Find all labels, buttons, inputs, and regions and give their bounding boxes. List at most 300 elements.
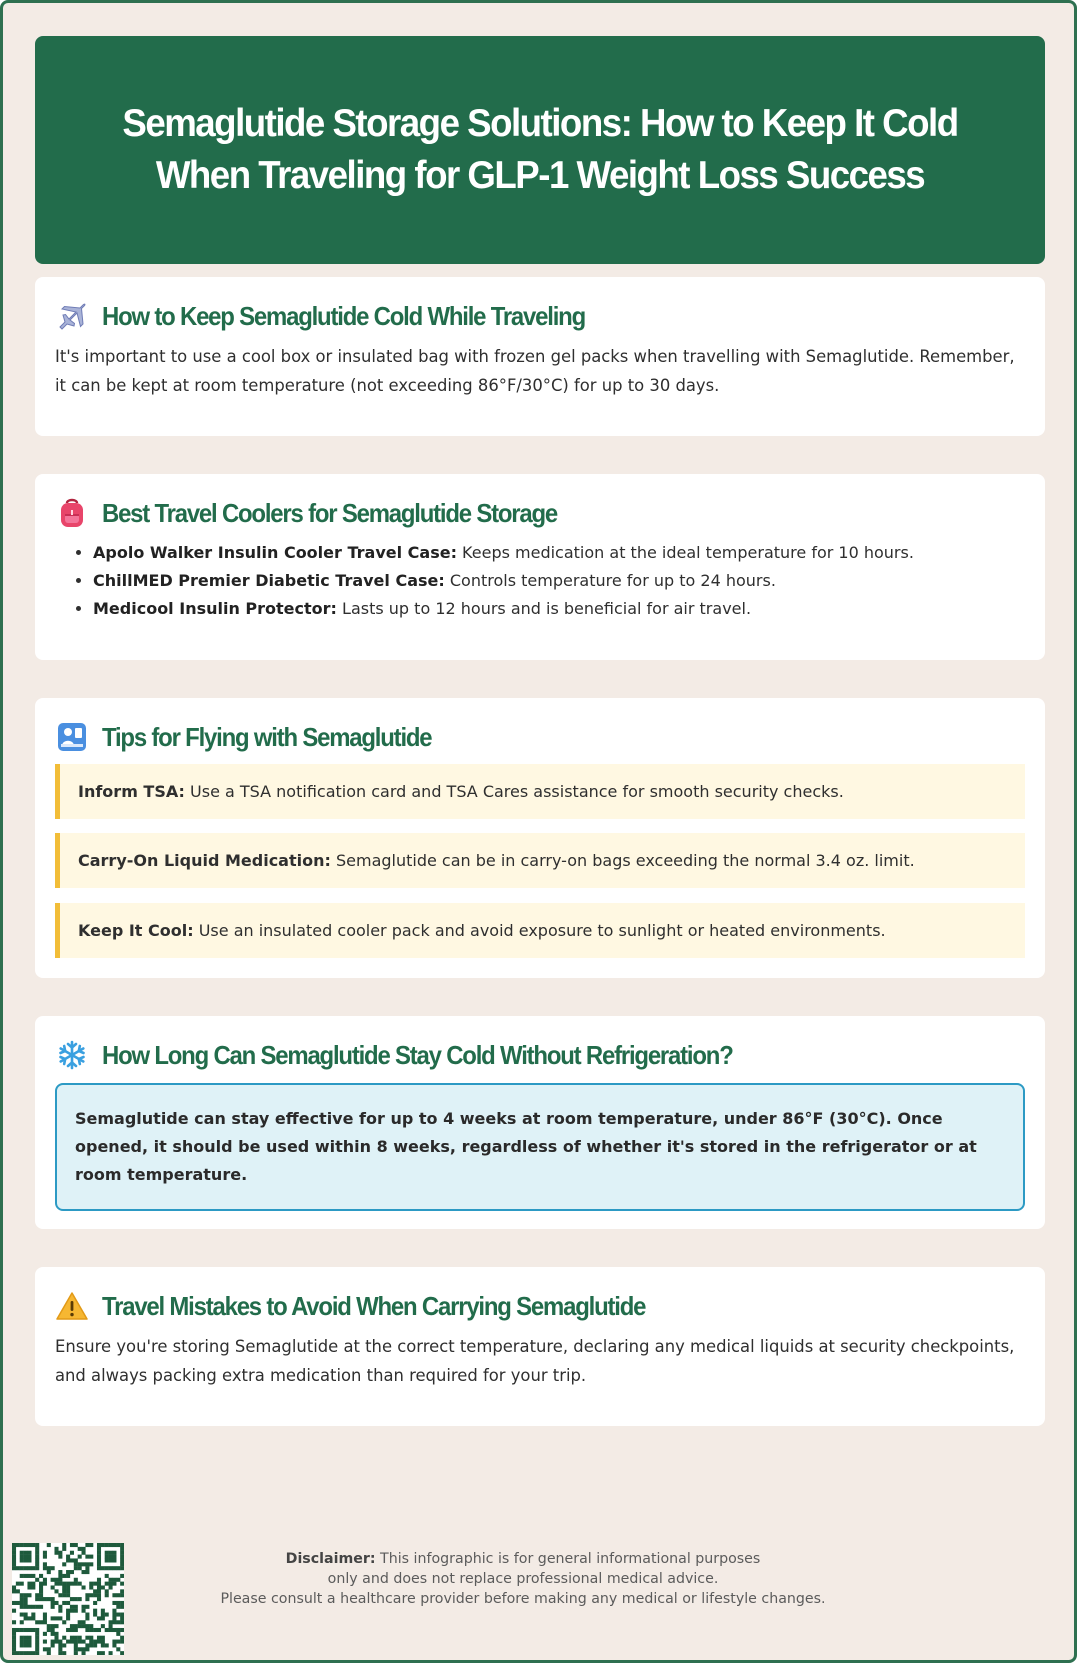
qr-module — [120, 1620, 124, 1624]
qr-module — [97, 1593, 101, 1597]
qr-module — [101, 1640, 105, 1644]
qr-module — [27, 1636, 31, 1640]
qr-module — [97, 1616, 101, 1620]
disclaimer-text: This infographic is for general informational purposes — [375, 1551, 761, 1567]
qr-module — [82, 1570, 86, 1574]
qr-module — [85, 1624, 89, 1628]
tip-text: Use an insulated cooler pack and avoid exposure to sunlight or heated environments. — [193, 921, 886, 940]
qr-module — [109, 1582, 113, 1586]
qr-module — [74, 1624, 78, 1628]
qr-module — [39, 1597, 43, 1601]
qr-module — [16, 1582, 20, 1586]
qr-module — [24, 1628, 28, 1632]
qr-code-icon — [12, 1543, 124, 1655]
qr-module — [66, 1616, 70, 1620]
qr-module — [27, 1605, 31, 1609]
qr-module — [20, 1543, 24, 1547]
qr-module — [93, 1628, 97, 1632]
qr-module — [97, 1578, 101, 1582]
section-heading — [55, 698, 1025, 756]
qr-module — [105, 1555, 109, 1559]
qr-module — [109, 1578, 113, 1582]
qr-module — [27, 1551, 31, 1555]
qr-module — [120, 1640, 124, 1644]
section-text: It's important to use a cool box or insulated bag with frozen gel packs when travelling with Semaglutide. Remember, it can be kept at room temperature (not exceeding 86°F/30°C) for up to 30 days. — [55, 347, 1015, 395]
qr-module — [78, 1562, 82, 1566]
qr-module — [31, 1543, 35, 1547]
qr-module — [112, 1616, 116, 1620]
qr-module — [78, 1597, 82, 1601]
qr-module — [116, 1593, 120, 1597]
qr-module — [82, 1605, 86, 1609]
qr-module — [120, 1613, 124, 1617]
cooler-list — [55, 539, 1025, 623]
qr-module — [12, 1636, 16, 1640]
qr-module — [54, 1578, 58, 1582]
qr-module — [101, 1566, 105, 1570]
qr-module — [12, 1558, 16, 1562]
qr-module — [43, 1566, 47, 1570]
qr-module — [101, 1651, 105, 1655]
qr-module — [62, 1636, 66, 1640]
title-banner — [35, 36, 1045, 264]
section-heading — [55, 474, 1025, 532]
qr-module — [12, 1562, 16, 1566]
qr-module — [35, 1620, 39, 1624]
qr-module — [51, 1585, 55, 1589]
qr-module — [97, 1582, 101, 1586]
qr-module — [35, 1543, 39, 1547]
qr-module — [97, 1640, 101, 1644]
qr-module — [109, 1551, 113, 1555]
section-title: Travel Mistakes to Avoid When Carrying Semaglutide — [102, 1290, 646, 1321]
qr-module — [74, 1609, 78, 1613]
qr-module — [70, 1582, 74, 1586]
qr-module — [116, 1647, 120, 1651]
qr-module — [74, 1643, 78, 1647]
section-heading — [55, 1016, 1025, 1074]
qr-module — [120, 1589, 124, 1593]
qr-module — [51, 1578, 55, 1582]
qr-module — [78, 1547, 82, 1551]
qr-module — [35, 1628, 39, 1632]
qr-module — [12, 1547, 16, 1551]
qr-module — [47, 1597, 51, 1601]
qr-module — [112, 1551, 116, 1555]
qr-module — [35, 1643, 39, 1647]
qr-module — [93, 1613, 97, 1617]
qr-module — [35, 1555, 39, 1559]
qr-module — [35, 1597, 39, 1601]
qr-module — [116, 1620, 120, 1624]
qr-module — [105, 1551, 109, 1555]
qr-module — [109, 1555, 113, 1559]
qr-module — [85, 1628, 89, 1632]
qr-module — [97, 1555, 101, 1559]
qr-module — [93, 1589, 97, 1593]
qr-module — [74, 1578, 78, 1582]
qr-module — [66, 1558, 70, 1562]
qr-module — [43, 1562, 47, 1566]
qr-module — [89, 1624, 93, 1628]
qr-module — [85, 1562, 89, 1566]
qr-module — [62, 1620, 66, 1624]
qr-module — [39, 1585, 43, 1589]
qr-module — [78, 1624, 82, 1628]
qr-module — [112, 1609, 116, 1613]
qr-module — [97, 1562, 101, 1566]
qr-module — [58, 1605, 62, 1609]
qr-module — [78, 1640, 82, 1644]
qr-module — [20, 1613, 24, 1617]
qr-module — [35, 1632, 39, 1636]
qr-module — [20, 1551, 24, 1555]
qr-module — [97, 1628, 101, 1632]
qr-module — [58, 1640, 62, 1644]
qr-module — [12, 1632, 16, 1636]
qr-module — [51, 1628, 55, 1632]
tip-label: Carry-On Liquid Medication: — [78, 851, 331, 870]
qr-module — [16, 1651, 20, 1655]
qr-module — [105, 1543, 109, 1547]
qr-module — [82, 1547, 86, 1551]
qr-module — [82, 1651, 86, 1655]
qr-module — [112, 1613, 116, 1617]
qr-module — [51, 1640, 55, 1644]
qr-module — [89, 1640, 93, 1644]
qr-module — [24, 1616, 28, 1620]
qr-module — [82, 1585, 86, 1589]
qr-module — [27, 1574, 31, 1578]
qr-module — [89, 1628, 93, 1632]
qr-module — [31, 1651, 35, 1655]
qr-module — [112, 1628, 116, 1632]
qr-module — [116, 1628, 120, 1632]
qr-module — [24, 1543, 28, 1547]
qr-module — [74, 1562, 78, 1566]
qr-module — [74, 1605, 78, 1609]
qr-module — [58, 1570, 62, 1574]
qr-module — [78, 1636, 82, 1640]
qr-module — [120, 1562, 124, 1566]
qr-module — [120, 1616, 124, 1620]
tip-text: Semaglutide can be in carry-on bags exceeding the normal 3.4 oz. limit. — [330, 851, 915, 870]
qr-module — [74, 1597, 78, 1601]
tip-card — [55, 833, 1025, 888]
qr-module — [89, 1543, 93, 1547]
qr-module — [58, 1551, 62, 1555]
qr-module — [74, 1640, 78, 1644]
qr-module — [51, 1624, 55, 1628]
qr-module — [51, 1566, 55, 1570]
disclaimer-label: Disclaimer: — [285, 1551, 376, 1567]
qr-module — [24, 1593, 28, 1597]
qr-module — [112, 1620, 116, 1624]
qr-module — [70, 1558, 74, 1562]
disclaimer-line: Please consult a healthcare provider before making any medical or lifestyle changes. — [220, 1591, 826, 1607]
qr-module — [51, 1632, 55, 1636]
qr-module — [16, 1601, 20, 1605]
qr-module — [85, 1636, 89, 1640]
qr-module — [27, 1616, 31, 1620]
qr-module — [70, 1597, 74, 1601]
snowflake-icon — [55, 1038, 89, 1072]
qr-module — [112, 1640, 116, 1644]
qr-module — [116, 1632, 120, 1636]
qr-module — [27, 1593, 31, 1597]
qr-module — [12, 1589, 16, 1593]
qr-module — [85, 1570, 89, 1574]
qr-module — [24, 1651, 28, 1655]
qr-module — [97, 1558, 101, 1562]
qr-module — [120, 1605, 124, 1609]
qr-module — [43, 1632, 47, 1636]
qr-module — [82, 1624, 86, 1628]
qr-module — [97, 1585, 101, 1589]
qr-module — [16, 1566, 20, 1570]
qr-module — [70, 1640, 74, 1644]
qr-module — [66, 1589, 70, 1593]
qr-module — [24, 1574, 28, 1578]
qr-module — [74, 1582, 78, 1586]
section-mistakes — [35, 1267, 1045, 1426]
qr-module — [93, 1640, 97, 1644]
qr-module — [47, 1566, 51, 1570]
qr-module — [66, 1593, 70, 1597]
qr-module — [43, 1640, 47, 1644]
qr-module — [27, 1543, 31, 1547]
qr-module — [120, 1636, 124, 1640]
qr-module — [74, 1558, 78, 1562]
qr-module — [70, 1570, 74, 1574]
qr-module — [85, 1613, 89, 1617]
qr-module — [31, 1574, 35, 1578]
qr-module — [78, 1620, 82, 1624]
section-flying-tips — [35, 698, 1045, 978]
qr-module — [35, 1651, 39, 1655]
qr-module — [116, 1601, 120, 1605]
qr-module — [43, 1616, 47, 1620]
item-desc: Controls temperature for up to 24 hours. — [444, 571, 776, 590]
qr-module — [24, 1555, 28, 1559]
info-callout — [55, 1083, 1025, 1211]
qr-module — [31, 1605, 35, 1609]
qr-module — [66, 1585, 70, 1589]
qr-module — [93, 1593, 97, 1597]
qr-module — [66, 1640, 70, 1644]
qr-module — [101, 1613, 105, 1617]
qr-module — [54, 1551, 58, 1555]
qr-module — [58, 1643, 62, 1647]
item-name: Medicool Insulin Protector: — [93, 599, 337, 618]
qr-module — [112, 1643, 116, 1647]
qr-module — [24, 1558, 28, 1562]
qr-module — [27, 1582, 31, 1586]
qr-module — [112, 1543, 116, 1547]
qr-module — [24, 1566, 28, 1570]
qr-module — [31, 1613, 35, 1617]
qr-module — [112, 1578, 116, 1582]
qr-module — [20, 1643, 24, 1647]
qr-module — [51, 1601, 55, 1605]
qr-module — [62, 1589, 66, 1593]
qr-module — [16, 1589, 20, 1593]
qr-module — [20, 1605, 24, 1609]
qr-module — [109, 1566, 113, 1570]
qr-module — [66, 1628, 70, 1632]
qr-module — [70, 1543, 74, 1547]
qr-module — [97, 1566, 101, 1570]
disclaimer — [203, 1549, 843, 1609]
qr-module — [116, 1566, 120, 1570]
qr-module — [62, 1651, 66, 1655]
qr-module — [54, 1640, 58, 1644]
qr-module — [20, 1628, 24, 1632]
qr-module — [39, 1620, 43, 1624]
qr-module — [120, 1601, 124, 1605]
qr-module — [24, 1613, 28, 1617]
qr-module — [120, 1628, 124, 1632]
qr-module — [97, 1597, 101, 1601]
qr-module — [58, 1578, 62, 1582]
qr-module — [20, 1574, 24, 1578]
qr-module — [120, 1543, 124, 1547]
section-duration — [35, 1016, 1045, 1229]
qr-module — [27, 1643, 31, 1647]
qr-module — [51, 1616, 55, 1620]
qr-module — [120, 1574, 124, 1578]
tip-card — [55, 903, 1025, 958]
qr-module — [35, 1566, 39, 1570]
warning-icon — [55, 1289, 89, 1323]
section-heading — [55, 1267, 1025, 1325]
qr-module — [78, 1555, 82, 1559]
list-item — [93, 595, 1025, 623]
qr-module — [20, 1555, 24, 1559]
qr-module — [54, 1582, 58, 1586]
qr-module — [35, 1593, 39, 1597]
section-title: Best Travel Coolers for Semaglutide Storage — [102, 497, 558, 528]
qr-module — [47, 1543, 51, 1547]
qr-module — [24, 1551, 28, 1555]
qr-module — [20, 1566, 24, 1570]
qr-module — [105, 1566, 109, 1570]
qr-module — [58, 1582, 62, 1586]
backpack-icon — [55, 496, 89, 530]
qr-module — [116, 1543, 120, 1547]
qr-module — [116, 1613, 120, 1617]
qr-module — [66, 1613, 70, 1617]
qr-module — [54, 1616, 58, 1620]
qr-module — [66, 1570, 70, 1574]
qr-module — [24, 1597, 28, 1601]
qr-module — [58, 1555, 62, 1559]
section-title: How to Keep Semaglutide Cold While Traveling — [102, 300, 585, 331]
qr-module — [105, 1593, 109, 1597]
qr-module — [27, 1555, 31, 1559]
qr-module — [101, 1643, 105, 1647]
qr-module — [12, 1566, 16, 1570]
qr-module — [109, 1543, 113, 1547]
qr-module — [62, 1582, 66, 1586]
callout-text: Semaglutide can stay effective for up to 4 weeks at room temperature, under 86°F (30°C). Once opened, it should be used within 8 weeks, regardless of whether it's stored in the refrigerator or at room temperature. — [75, 1109, 977, 1184]
qr-module — [43, 1613, 47, 1617]
qr-module — [120, 1558, 124, 1562]
section-best-coolers — [35, 474, 1045, 660]
qr-module — [85, 1555, 89, 1559]
qr-module — [70, 1624, 74, 1628]
qr-module — [82, 1562, 86, 1566]
item-desc: Keeps medication at the ideal temperature for 10 hours. — [456, 543, 914, 562]
qr-module — [54, 1636, 58, 1640]
qr-module — [78, 1647, 82, 1651]
qr-module — [27, 1628, 31, 1632]
qr-module — [35, 1551, 39, 1555]
qr-module — [62, 1547, 66, 1551]
qr-module — [120, 1551, 124, 1555]
qr-module — [43, 1578, 47, 1582]
qr-module — [62, 1543, 66, 1547]
qr-module — [62, 1593, 66, 1597]
qr-module — [105, 1628, 109, 1632]
qr-module — [58, 1616, 62, 1620]
qr-module — [20, 1558, 24, 1562]
qr-module — [120, 1651, 124, 1655]
qr-module — [24, 1636, 28, 1640]
qr-module — [70, 1609, 74, 1613]
qr-module — [112, 1566, 116, 1570]
qr-module — [35, 1558, 39, 1562]
qr-module — [105, 1574, 109, 1578]
qr-module — [120, 1547, 124, 1551]
qr-module — [31, 1585, 35, 1589]
qr-module — [85, 1543, 89, 1547]
qr-module — [62, 1574, 66, 1578]
qr-module — [12, 1585, 16, 1589]
qr-module — [120, 1582, 124, 1586]
qr-module — [20, 1640, 24, 1644]
qr-module — [82, 1620, 86, 1624]
qr-module — [66, 1555, 70, 1559]
qr-module — [89, 1593, 93, 1597]
qr-module — [97, 1636, 101, 1640]
qr-module — [47, 1651, 51, 1655]
qr-module — [27, 1566, 31, 1570]
qr-module — [58, 1574, 62, 1578]
qr-module — [54, 1624, 58, 1628]
qr-module — [35, 1636, 39, 1640]
qr-module — [109, 1628, 113, 1632]
qr-module — [70, 1551, 74, 1555]
qr-module — [12, 1643, 16, 1647]
qr-module — [85, 1593, 89, 1597]
qr-module — [120, 1593, 124, 1597]
qr-module — [62, 1601, 66, 1605]
qr-module — [43, 1555, 47, 1559]
qr-module — [97, 1543, 101, 1547]
qr-module — [39, 1589, 43, 1593]
qr-module — [89, 1585, 93, 1589]
qr-module — [16, 1628, 20, 1632]
qr-module — [43, 1551, 47, 1555]
qr-module — [74, 1647, 78, 1651]
section-heading — [55, 277, 1025, 335]
qr-module — [74, 1651, 78, 1655]
qr-module — [109, 1558, 113, 1562]
qr-module — [120, 1555, 124, 1559]
section-title: How Long Can Semaglutide Stay Cold Without Refrigeration? — [102, 1039, 733, 1070]
qr-module — [39, 1593, 43, 1597]
